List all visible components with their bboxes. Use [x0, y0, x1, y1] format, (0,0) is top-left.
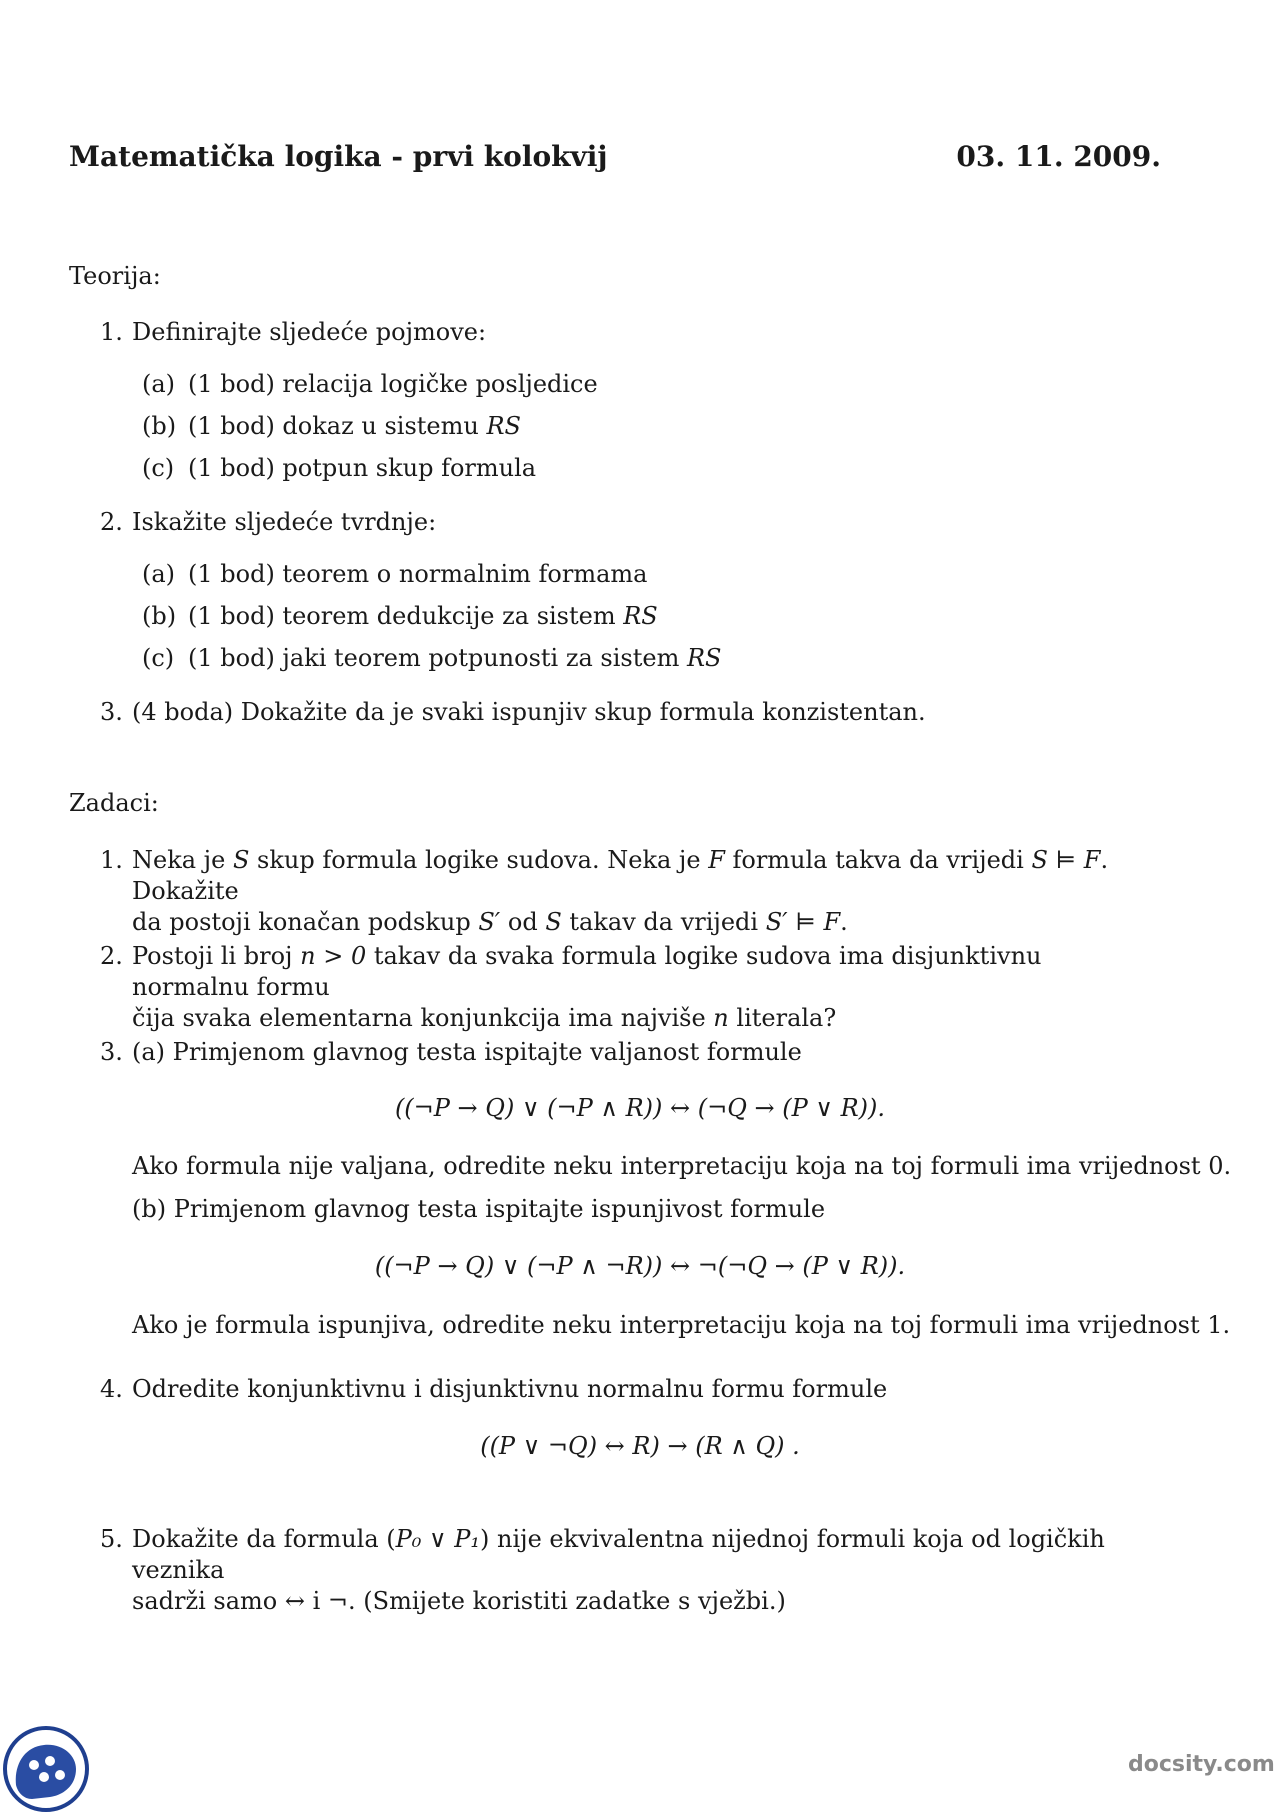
- item-text: Odredite konjunktivnu i disjunktivnu normalnu formu formule: [132, 1375, 888, 1403]
- item-text: Iskažite sljedeće tvrdnje:: [132, 508, 437, 536]
- theory-heading: Teorija:: [69, 262, 161, 290]
- sub-text: (1 bod) dokaz u sistemu: [188, 412, 487, 440]
- task-1: [100, 845, 1165, 938]
- item-number: 2.: [100, 508, 123, 536]
- math-run: P₀ ∨ P₁: [395, 1525, 481, 1553]
- math-run: S: [545, 908, 562, 936]
- item-text: Definirajte sljedeće pojmove:: [132, 318, 487, 346]
- text-run: od: [500, 908, 546, 936]
- sub-label: (a): [142, 370, 176, 398]
- item-text: (a) Primjenom glavnog testa ispitajte valjanost formule: [132, 1038, 802, 1066]
- docsity-brand[interactable]: docsity.com: [1128, 1752, 1275, 1777]
- item-number: 3.: [100, 1038, 123, 1066]
- text-run: .: [840, 908, 848, 936]
- task-3: [100, 1037, 1165, 1068]
- sub-math: RS: [686, 644, 722, 672]
- math-run: F: [708, 846, 725, 874]
- math-run: n: [713, 1004, 729, 1032]
- text-run: takav da vrijedi: [561, 908, 766, 936]
- math-run: S ⊨ F: [1031, 846, 1101, 874]
- sub-math: RS: [486, 412, 521, 440]
- item-number: 1.: [100, 318, 123, 346]
- text-run: Neka je: [132, 846, 233, 874]
- text-run: da postoji konačan podskup: [132, 908, 479, 936]
- task-4: [100, 1374, 1165, 1405]
- item-number: 2.: [100, 942, 123, 970]
- logo-graphic: [2, 1725, 90, 1813]
- sub-text: (1 bod) jaki teorem potpunosti za sistem: [188, 644, 687, 672]
- task-5: [100, 1524, 1165, 1617]
- text-run: sadrži samo ↔ i ¬. (Smijete koristiti zadatke s vježbi.): [132, 1587, 786, 1615]
- sub-label: (c): [142, 454, 175, 482]
- math-run: S′: [478, 908, 501, 936]
- item-text: [132, 1524, 1165, 1617]
- text-run: ) nije ekvivalentna nijednoj formuli koja od logičkih veznika: [132, 1525, 1105, 1584]
- formula-3a: ((¬P → Q) ∨ (¬P ∧ R)) ↔ (¬Q → (P ∨ R)).: [394, 1094, 886, 1122]
- theory-sub-1c: [142, 454, 536, 482]
- theory-item-3: [100, 697, 1165, 728]
- sub-label: (b): [142, 602, 177, 630]
- text-run: . Dokažite: [132, 846, 1109, 905]
- text-run: čija svaka elementarna konjunkcija ima najviše: [132, 1004, 714, 1032]
- docsity-logo-icon[interactable]: [2, 1725, 90, 1813]
- task-3b-text: (b) Primjenom glavnog testa ispitajte ispunjivost formule: [132, 1195, 826, 1223]
- text-run: Dokažite da formula (: [132, 1525, 396, 1553]
- math-run: S′ ⊨ F: [765, 908, 841, 936]
- item-number: 4.: [100, 1375, 123, 1403]
- task-3a-note: Ako formula nije valjana, odredite neku interpretaciju koja na toj formuli ima vrijednost 0.: [132, 1152, 1232, 1180]
- task-2: [100, 941, 1165, 1034]
- theory-item-1: [100, 317, 1165, 348]
- sub-text: (1 bod) teorem o normalnim formama: [188, 560, 648, 588]
- theory-item-2: [100, 507, 1165, 538]
- sub-label: (c): [142, 644, 175, 672]
- sub-math: RS: [623, 602, 658, 630]
- theory-sub-2a: [142, 560, 647, 588]
- text-run: literala?: [728, 1004, 837, 1032]
- task-3b-note: Ako je formula ispunjiva, odredite neku interpretaciju koja na toj formuli ima vrijednost 1.: [132, 1311, 1231, 1339]
- text-run: takav da svaka formula logike sudova ima disjunktivnu normalnu formu: [132, 942, 1042, 1001]
- sub-label: (b): [142, 412, 177, 440]
- theory-sub-2b: [142, 602, 658, 630]
- tasks-heading: Zadaci:: [69, 789, 159, 817]
- sub-text: (1 bod) teorem dedukcije za sistem: [188, 602, 624, 630]
- item-text: (4 boda) Dokažite da je svaki ispunjiv skup formula konzistentan.: [132, 698, 926, 726]
- exam-date: 03. 11. 2009.: [956, 140, 1161, 173]
- sub-text: (1 bod) relacija logičke posljedice: [188, 370, 598, 398]
- item-number: 3.: [100, 698, 123, 726]
- item-text: [132, 941, 1165, 1034]
- text-run: skup formula logike sudova. Neka je: [249, 846, 709, 874]
- text-run: Postoji li broj: [132, 942, 301, 970]
- theory-sub-2c: [142, 644, 721, 672]
- formula-4: ((P ∨ ¬Q) ↔ R) → (R ∧ Q) .: [480, 1432, 800, 1460]
- sub-label: (a): [142, 560, 176, 588]
- theory-sub-1b: [142, 412, 521, 440]
- item-text: [132, 845, 1165, 938]
- math-run: S: [232, 846, 250, 874]
- item-number: 1.: [100, 846, 123, 874]
- theory-sub-1a: [142, 370, 598, 398]
- page-title: Matematička logika - prvi kolokvij: [69, 140, 608, 173]
- formula-3b: ((¬P → Q) ∨ (¬P ∧ ¬R)) ↔ ¬(¬Q → (P ∨ R)).: [374, 1252, 906, 1280]
- text-run: formula takva da vrijedi: [724, 846, 1032, 874]
- item-number: 5.: [100, 1525, 123, 1553]
- document-header: [69, 140, 1161, 173]
- math-run: n > 0: [300, 942, 367, 970]
- sub-text: (1 bod) potpun skup formula: [188, 454, 537, 482]
